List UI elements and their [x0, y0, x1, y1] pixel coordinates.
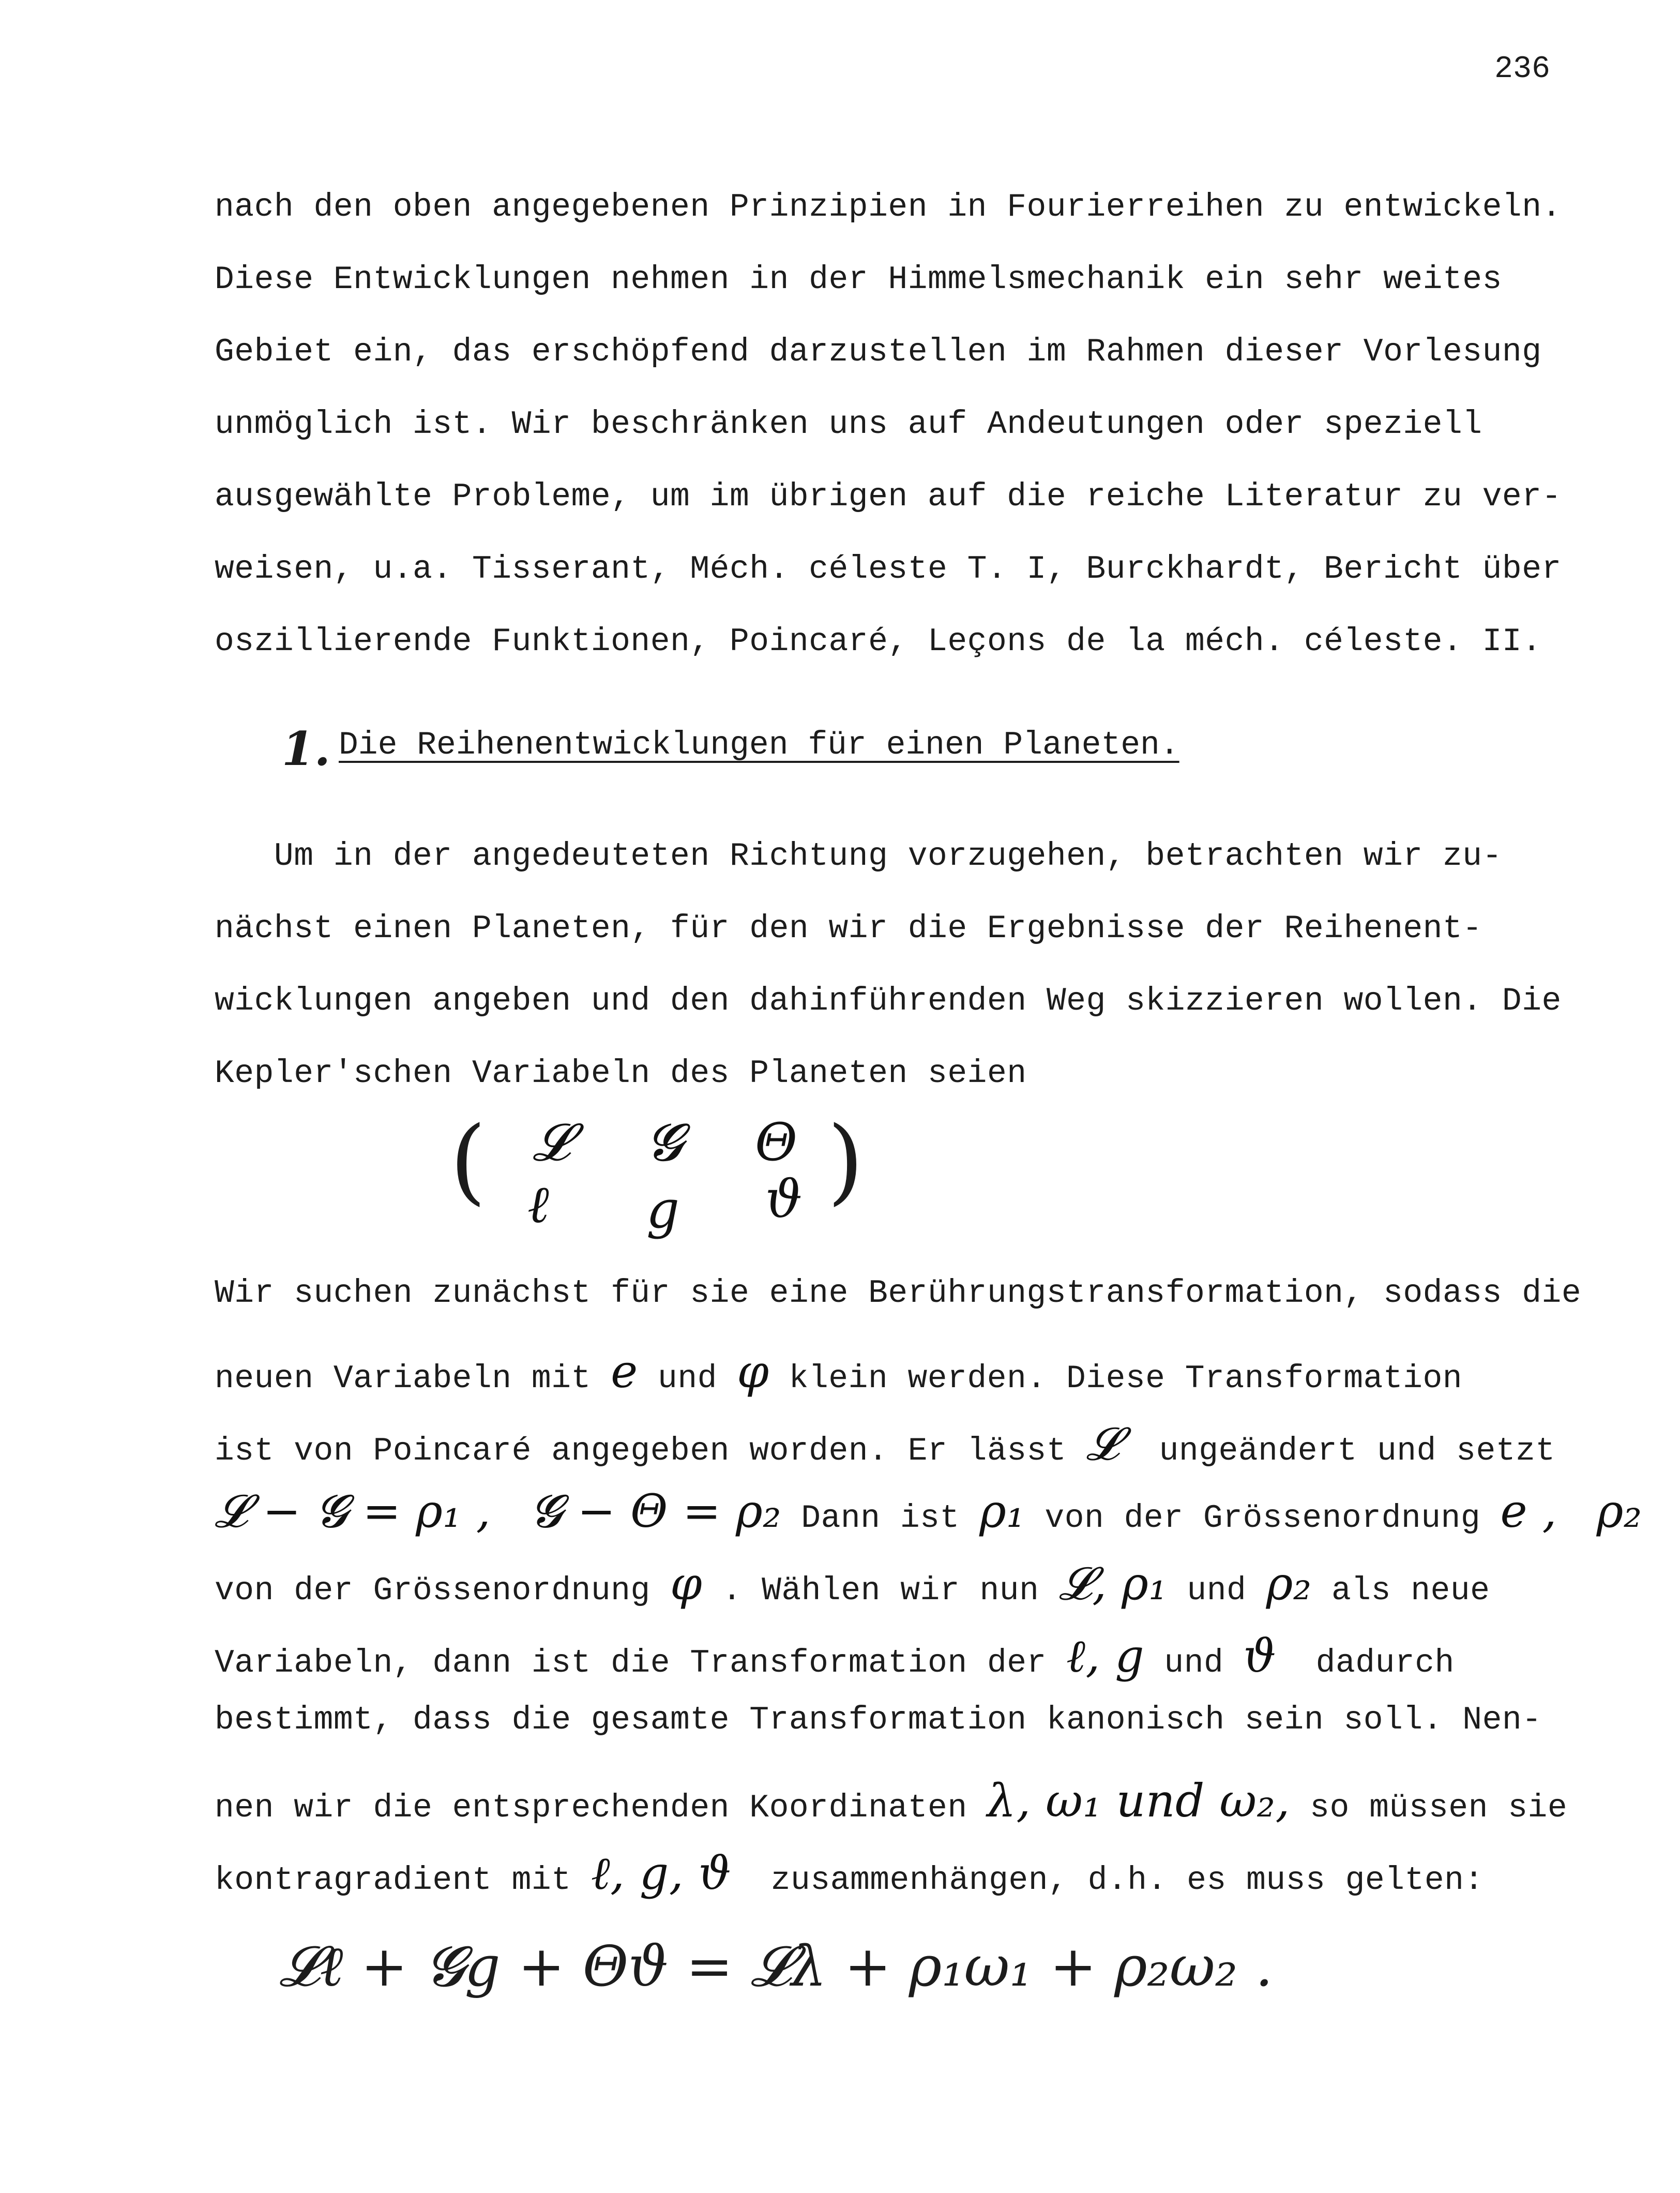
paragraph-line — [215, 1846, 1484, 1900]
text-run: und — [1144, 1645, 1244, 1681]
text-run: kontragradient mit — [215, 1862, 591, 1899]
text-run: neuen Variabeln mit — [215, 1360, 611, 1397]
paragraph-line: weisen, u.a. Tisserant, Méch. céleste T. I, Burckhardt, Bericht über — [215, 551, 1562, 588]
page-number: 236 — [1494, 52, 1551, 87]
handwritten-symbol: φ — [737, 1345, 769, 1398]
text-run: als neue — [1311, 1572, 1490, 1609]
handwritten-symbol: 𝓛 — [1086, 1417, 1119, 1470]
matrix-cell: ℓ — [527, 1174, 549, 1235]
paragraph-line: nach den oben angegebenen Prinzipien in Fourierreihen zu entwickeln. — [215, 189, 1562, 226]
text-run: . Wählen wir nun — [702, 1572, 1059, 1609]
handwritten-symbol: ℓ, g, ϑ — [591, 1846, 732, 1900]
section-number: 1. — [282, 722, 330, 776]
handwritten-formula: 𝓛ℓ + 𝓖g + Θϑ = 𝓛λ + ρ₁ω₁ + ρ₂ω₂ . — [279, 1934, 1273, 1999]
handwritten-equation: 𝓖 − Θ = ρ₂ — [530, 1484, 781, 1538]
handwritten-symbol: λ, ω₁ und ω₂, — [987, 1774, 1290, 1827]
paragraph-line — [215, 1774, 1567, 1827]
paragraph-line: bestimmt, dass die gesamte Transformation kanonisch sein soll. Nen- — [215, 1702, 1542, 1738]
kepler-variable-matrix — [445, 1107, 869, 1246]
text-run: und — [1167, 1572, 1266, 1609]
paragraph-line — [215, 1345, 1462, 1398]
matrix-cell: Θ — [755, 1112, 797, 1173]
handwritten-symbol: φ — [670, 1557, 703, 1610]
handwritten-symbol: ρ₂ — [1266, 1557, 1312, 1610]
text-run: nen wir die entsprechenden Koordinaten — [215, 1790, 987, 1826]
paragraph-line: Diese Entwicklungen nehmen in der Himmelsmechanik ein sehr weites — [215, 261, 1502, 298]
handwritten-symbol: ρ₂ — [1596, 1484, 1642, 1538]
handwritten-symbol: e — [611, 1345, 638, 1398]
text-run: so müssen sie — [1290, 1790, 1568, 1826]
left-parenthesis: ( — [450, 1107, 487, 1215]
right-parenthesis: ) — [827, 1107, 864, 1215]
text-run: Dann ist — [781, 1500, 980, 1537]
text-run: und — [638, 1360, 737, 1397]
matrix-cell: 𝓖 — [646, 1112, 683, 1173]
text-run: von der Grössenordnung — [215, 1572, 671, 1609]
paragraph-line: wicklungen angeben und den dahinführenden Weg skizzieren wollen. Die — [215, 983, 1562, 1019]
text-run: dadurch — [1276, 1645, 1455, 1681]
paragraph-line — [215, 1557, 1490, 1611]
matrix-cell: 𝓛 — [533, 1112, 570, 1173]
text-run: Variabeln, dann ist die Transformation der — [215, 1645, 1067, 1681]
paragraph-line — [215, 1629, 1455, 1683]
paragraph-line: unmöglich ist. Wir beschränken uns auf Andeutungen oder speziell — [215, 406, 1482, 443]
paragraph-line: Um in der angedeuteten Richtung vorzugehen, betrachten wir zu- — [215, 838, 1502, 875]
handwritten-symbol: e , — [1500, 1484, 1557, 1538]
text-run: zusammenhängen, d.h. es muss gelten: — [731, 1862, 1484, 1899]
handwritten-symbol: ϑ — [1243, 1629, 1277, 1683]
paragraph-line: ausgewählte Probleme, um im übrigen auf die reiche Literatur zu ver- — [215, 478, 1562, 515]
paragraph-line — [215, 1484, 1642, 1539]
paragraph-line: Kepler'schen Variabeln des Planeten seien — [215, 1055, 1027, 1092]
paragraph-line: oszillierende Funktionen, Poincaré, Leçons de la méch. céleste. II. — [215, 623, 1542, 660]
paragraph-line — [215, 1417, 1555, 1471]
text-run: ungeändert und setzt — [1119, 1433, 1555, 1469]
matrix-cell: g — [646, 1179, 680, 1240]
handwritten-symbol: ℓ, g — [1066, 1629, 1145, 1683]
handwritten-symbol: 𝓛, ρ₁ — [1058, 1557, 1168, 1610]
section-heading: Die Reihenentwicklungen für einen Planeten. — [339, 727, 1179, 763]
text-run: klein werden. Diese Transformation — [769, 1360, 1463, 1397]
text-run: von der Grössenordnung — [1025, 1500, 1501, 1537]
paragraph-line: Gebiet ein, das erschöpfend darzustellen im Rahmen dieser Vorlesung — [215, 334, 1542, 370]
handwritten-equation: 𝓛 − 𝓖 = ρ₁ , — [215, 1484, 491, 1538]
paragraph-line: Wir suchen zunächst für sie eine Berührungstransformation, sodass die — [215, 1275, 1582, 1312]
matrix-cell: ϑ — [765, 1169, 803, 1229]
paragraph-line: nächst einen Planeten, für den wir die Ergebnisse der Reihenent- — [215, 910, 1482, 947]
handwritten-symbol: ρ₁ — [979, 1484, 1025, 1538]
text-run: ist von Poincaré angegeben worden. Er lässt — [215, 1433, 1086, 1469]
